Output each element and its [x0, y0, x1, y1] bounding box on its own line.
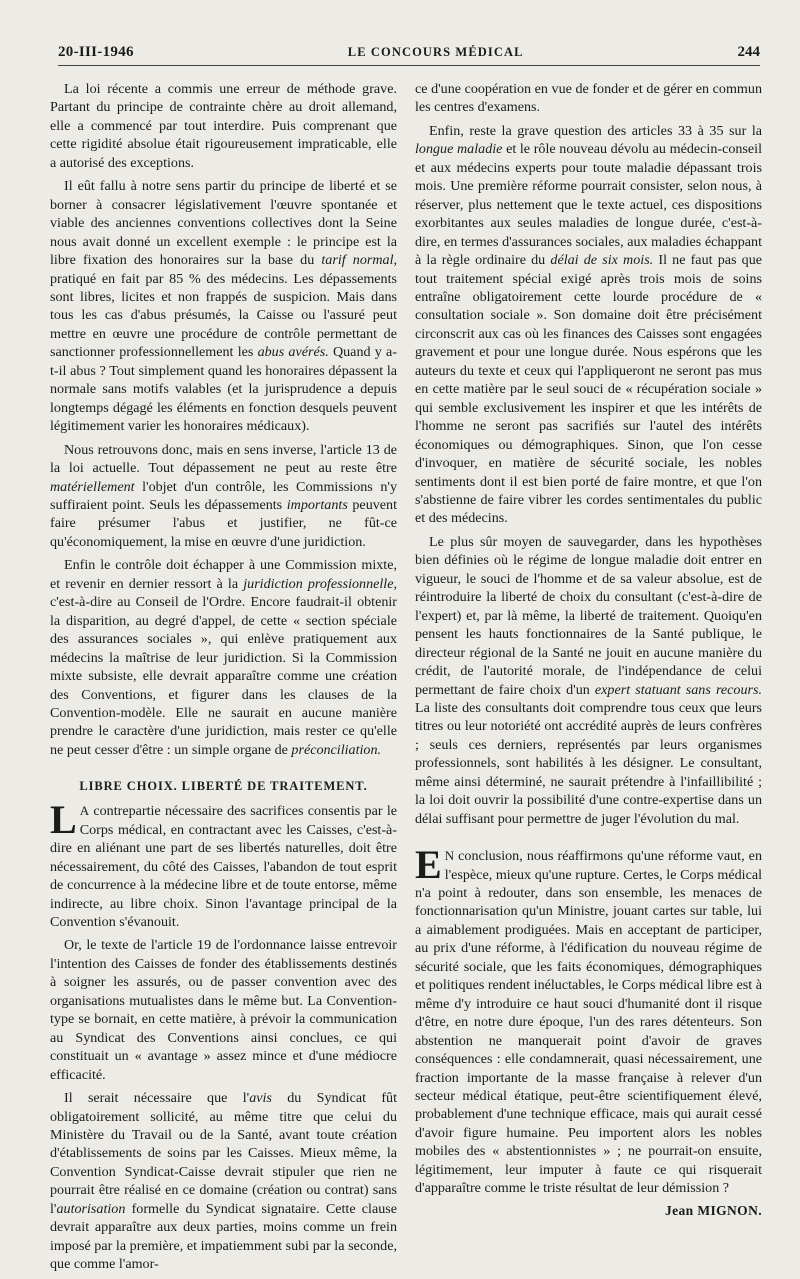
- section-opening-paragraph: L A contrepartie nécessaire des sacrifices consentis par le Corps médical, en contractant avec les Caisses, c'est-à-dire en aliénant une part de ses libertés naturelles, doit être nécessairement, du côté des Caisses, l'abandon de tout esprit de concurrence à la médecine libre et de toute entorse, même indirecte, au libre choix. Sinon l'avantage principal de la Convention s'évanouit.: [50, 797, 397, 931]
- right-column: [415, 80, 762, 1219]
- paragraph: Il eût fallu à notre sens partir du principe de liberté et se borner à consacrer législativement l'œuvre spontanée et viable des anciennes conventions collectives dont la Seine nous avait donné un excellent exemple : le principe est la libre fixation des honoraires sur la base du tarif normal, pratiqué en fait par 85 % des médecins. Les dépassements sont libres, licites et non frappés de suspicion. Mais dans tous les cas d'abus présumés, la Caisse ou l'assuré peut mettre en œuvre une procédure de contrôle permettant de sanctionner professionnellement les abus avérés. Quand y a-t-il abus ? Tout simplement quand les honoraires dépassent la normale sans motifs valables (et la jurisprudence a depuis longtemps dégagé les éléments en fonction desquels peuvent légitimement varier les honoraires médicaux).: [50, 178, 398, 435]
- paragraph: Enfin, reste la grave question des articles 33 à 35 sur la longue maladie et le rôle nouveau dévolu au médecin-conseil et aux médecins experts pour toute maladie dépassant trois mois. Une première réforme pourrait consister, selon nous, à réserver, plus nettement que le texte actuel, ces dispositions exorbitantes aux seules maladies de longue durée, c'est-à-dire, en termes d'assurances sociales, aux maladies échappant à la règle ordinaire du délai de six mois. Il ne faut pas que tout traitement spécial exigé après trois mois de soins entraîne obligatoirement cette lourde procédure de « consultation sociale ». Son domaine doit être précisément circonscrit aux cas où les finances des Caisses sont engagées gravement et pour une longue durée. Nous espérons que les auteurs du texte et ceux qui l'appliqueront ne seront pas mus en cette matière par le seul souci de « récupération sociale » qui semble exclusivement les inspirer et que les intérêts de l'homme ne seront pas sacrifiés sur l'autel des intérêts économiques ou démographiques. Sinon, que l'on cesse d'invoquer, en matière de sécurité sociale, les nobles sentiments dont il est bien porté de faire montre, et que l'on s'abstienne de faire vibrer les cordes sentimentales du public et des médecins.: [415, 122, 763, 527]
- journal-title: LE CONCOURS MÉDICAL: [347, 45, 524, 59]
- page-header: [58, 44, 760, 66]
- two-column-body: [50, 80, 762, 1279]
- paragraph: Le plus sûr moyen de sauvegarder, dans les hypothèses bien définies où le régime de longue maladie doit entrer en vigueur, le souci de l'homme et de sa valeur absolue, est de réintroduire la liberté de choix du consultant (c'est-à-dire de l'expert) et, par là même, la liberté de traitement. Quoiqu'en pensent les hauts fonctionnaires de la Santé publique, le directeur régional de la Santé ne jouit en aucune manière du crédit, de l'autorité morale, de l'indépendance de celui permettant de faire choix d'un expert statuant sans recours. La liste des consultants doit comprendre tous ceux que leurs titres ou leur notoriété ont accrédité auprès de leurs confrères ; seuls ces derniers, représentés par leurs organismes professionnels, sont habilités à les désigner. Le consultant, même ainsi déterminé, ne saurait prétendre à l'infaillibilité ; la loi doit ouvrir la possibilité d'une contre-expertise dans un délai suffisant pour permettre de juger l'évolution du mal.: [415, 533, 762, 827]
- author-signature: Jean MIGNON.: [664, 1202, 762, 1218]
- issue-date: 20-III-1946: [58, 44, 134, 60]
- drop-cap: L: [50, 797, 77, 843]
- paragraph: Nous retrouvons donc, mais en sens inverse, l'article 13 de la loi actuelle. Tout dépassement ne peut au reste être matériellement l'objet d'un contrôle, les Commissions n'y suffiraient point. Seuls les dépassements importants peuvent faire présumer l'abus et justifier, ne fût-ce qu'économiquement, la mise en œuvre d'une juridiction.: [50, 441, 397, 550]
- left-column: [50, 80, 397, 1279]
- drop-cap: E: [415, 842, 442, 888]
- conclusion-paragraph: E N conclusion, nous réaffirmons qu'une réforme vaut, en l'espèce, mieux qu'une rupture. Certes, le Corps médical n'a point à redouter, dans son ensemble, les menaces de fonctionnarisation qu'un Ministre, jouant cartes sur table, lui a aimablement prodiguées. Mais en acceptant de participer, au prix d'une réforme, à l'édification du nouveau régime de sécurité sociale, que les faits économiques, démographiques et politiques rendent inéluctables, le Corps médical libre est à même d'y introduire ce haut souci d'humanité dont il risque d'être, en notre dure époque, l'un des rares détenteurs. Son abstention ne manquerait point d'avoir de graves conséquences : elle condamnerait, quasi nécessairement, une fraction importante de la masse française à relever d'un secteur médical étatique, peut-être scientifiquement élevé, probablement d'une technique efficace, mais qui aurait cessé d'avoir figure humaine. Peu importent alors les nobles mobiles des « abstentionnistes » ; ne pourrait-on ensuite, légitimement, leur imputer à faute ce qui risquerait d'apparaître comme le triste résultat de leur démission ?: [415, 842, 762, 1197]
- page-number: 244: [737, 44, 760, 60]
- paragraph: La loi récente a commis une erreur de méthode grave. Partant du principe de contrainte chère au droit allemand, elle a commencé par tout interdire. Puis comprenant que cette rigidité absolue était rigoureusement impraticable, elle a autorisé des exceptions.: [50, 81, 397, 171]
- paragraph: Il serait nécessaire que l'avis du Syndicat fût obligatoirement sollicité, au même titre que celui du Ministère du Travail ou de la Santé, avant toute création d'établissements de soins par les Caisses. Mieux même, la Convention Syndicat-Caisse devrait stipuler que rien ne pourrait être réalisé en ce domaine (création ou contrat) sans l'autorisation formelle du Syndicat signataire. Cette clause devrait apparaître aux deux parties, moins comme un frein imposé par la première, et impatiemment subi par la seconde, que comme l'amor-: [50, 1090, 397, 1273]
- continued-paragraph: ce d'une coopération en vue de fonder et de gérer en commun les centres d'examens.: [415, 81, 762, 116]
- section-heading: LIBRE CHOIX. LIBERTÉ DE TRAITEMENT.: [79, 779, 368, 794]
- paragraph: Or, le texte de l'article 19 de l'ordonnance laisse entrevoir l'intention des Caisses de fonder des établissements destinés à soigner les assurés, ou de passer convention avec des organisations mutualistes dans le même but. La Convention-type se bornait, en cette matière, à prévoir la communication au Syndicat des Conventions ainsi conclues, ce qui constituait un « avantage » assez mince et d'une médiocre efficacité.: [50, 937, 397, 1083]
- paragraph: Enfin le contrôle doit échapper à une Commission mixte, et revenir en dernier ressort à la juridiction professionnelle, c'est-à-dire au Conseil de l'Ordre. Encore faudrait-il obtenir la disparition, au degré d'appel, de cette « section spéciale des assurances sociales », qui enlève pratiquement aux médecins la maîtrise de leur juridiction. Si la Commission mixte subsiste, elle devrait apparaître comme une création des Conventions, et figurer dans les clauses de la Convention-modèle. Elle ne saurait en aucune manière prendre le caractère d'une juridiction, mais rester ce qu'elle ne peut cesser d'être : un simple organe de préconciliation.: [50, 557, 397, 758]
